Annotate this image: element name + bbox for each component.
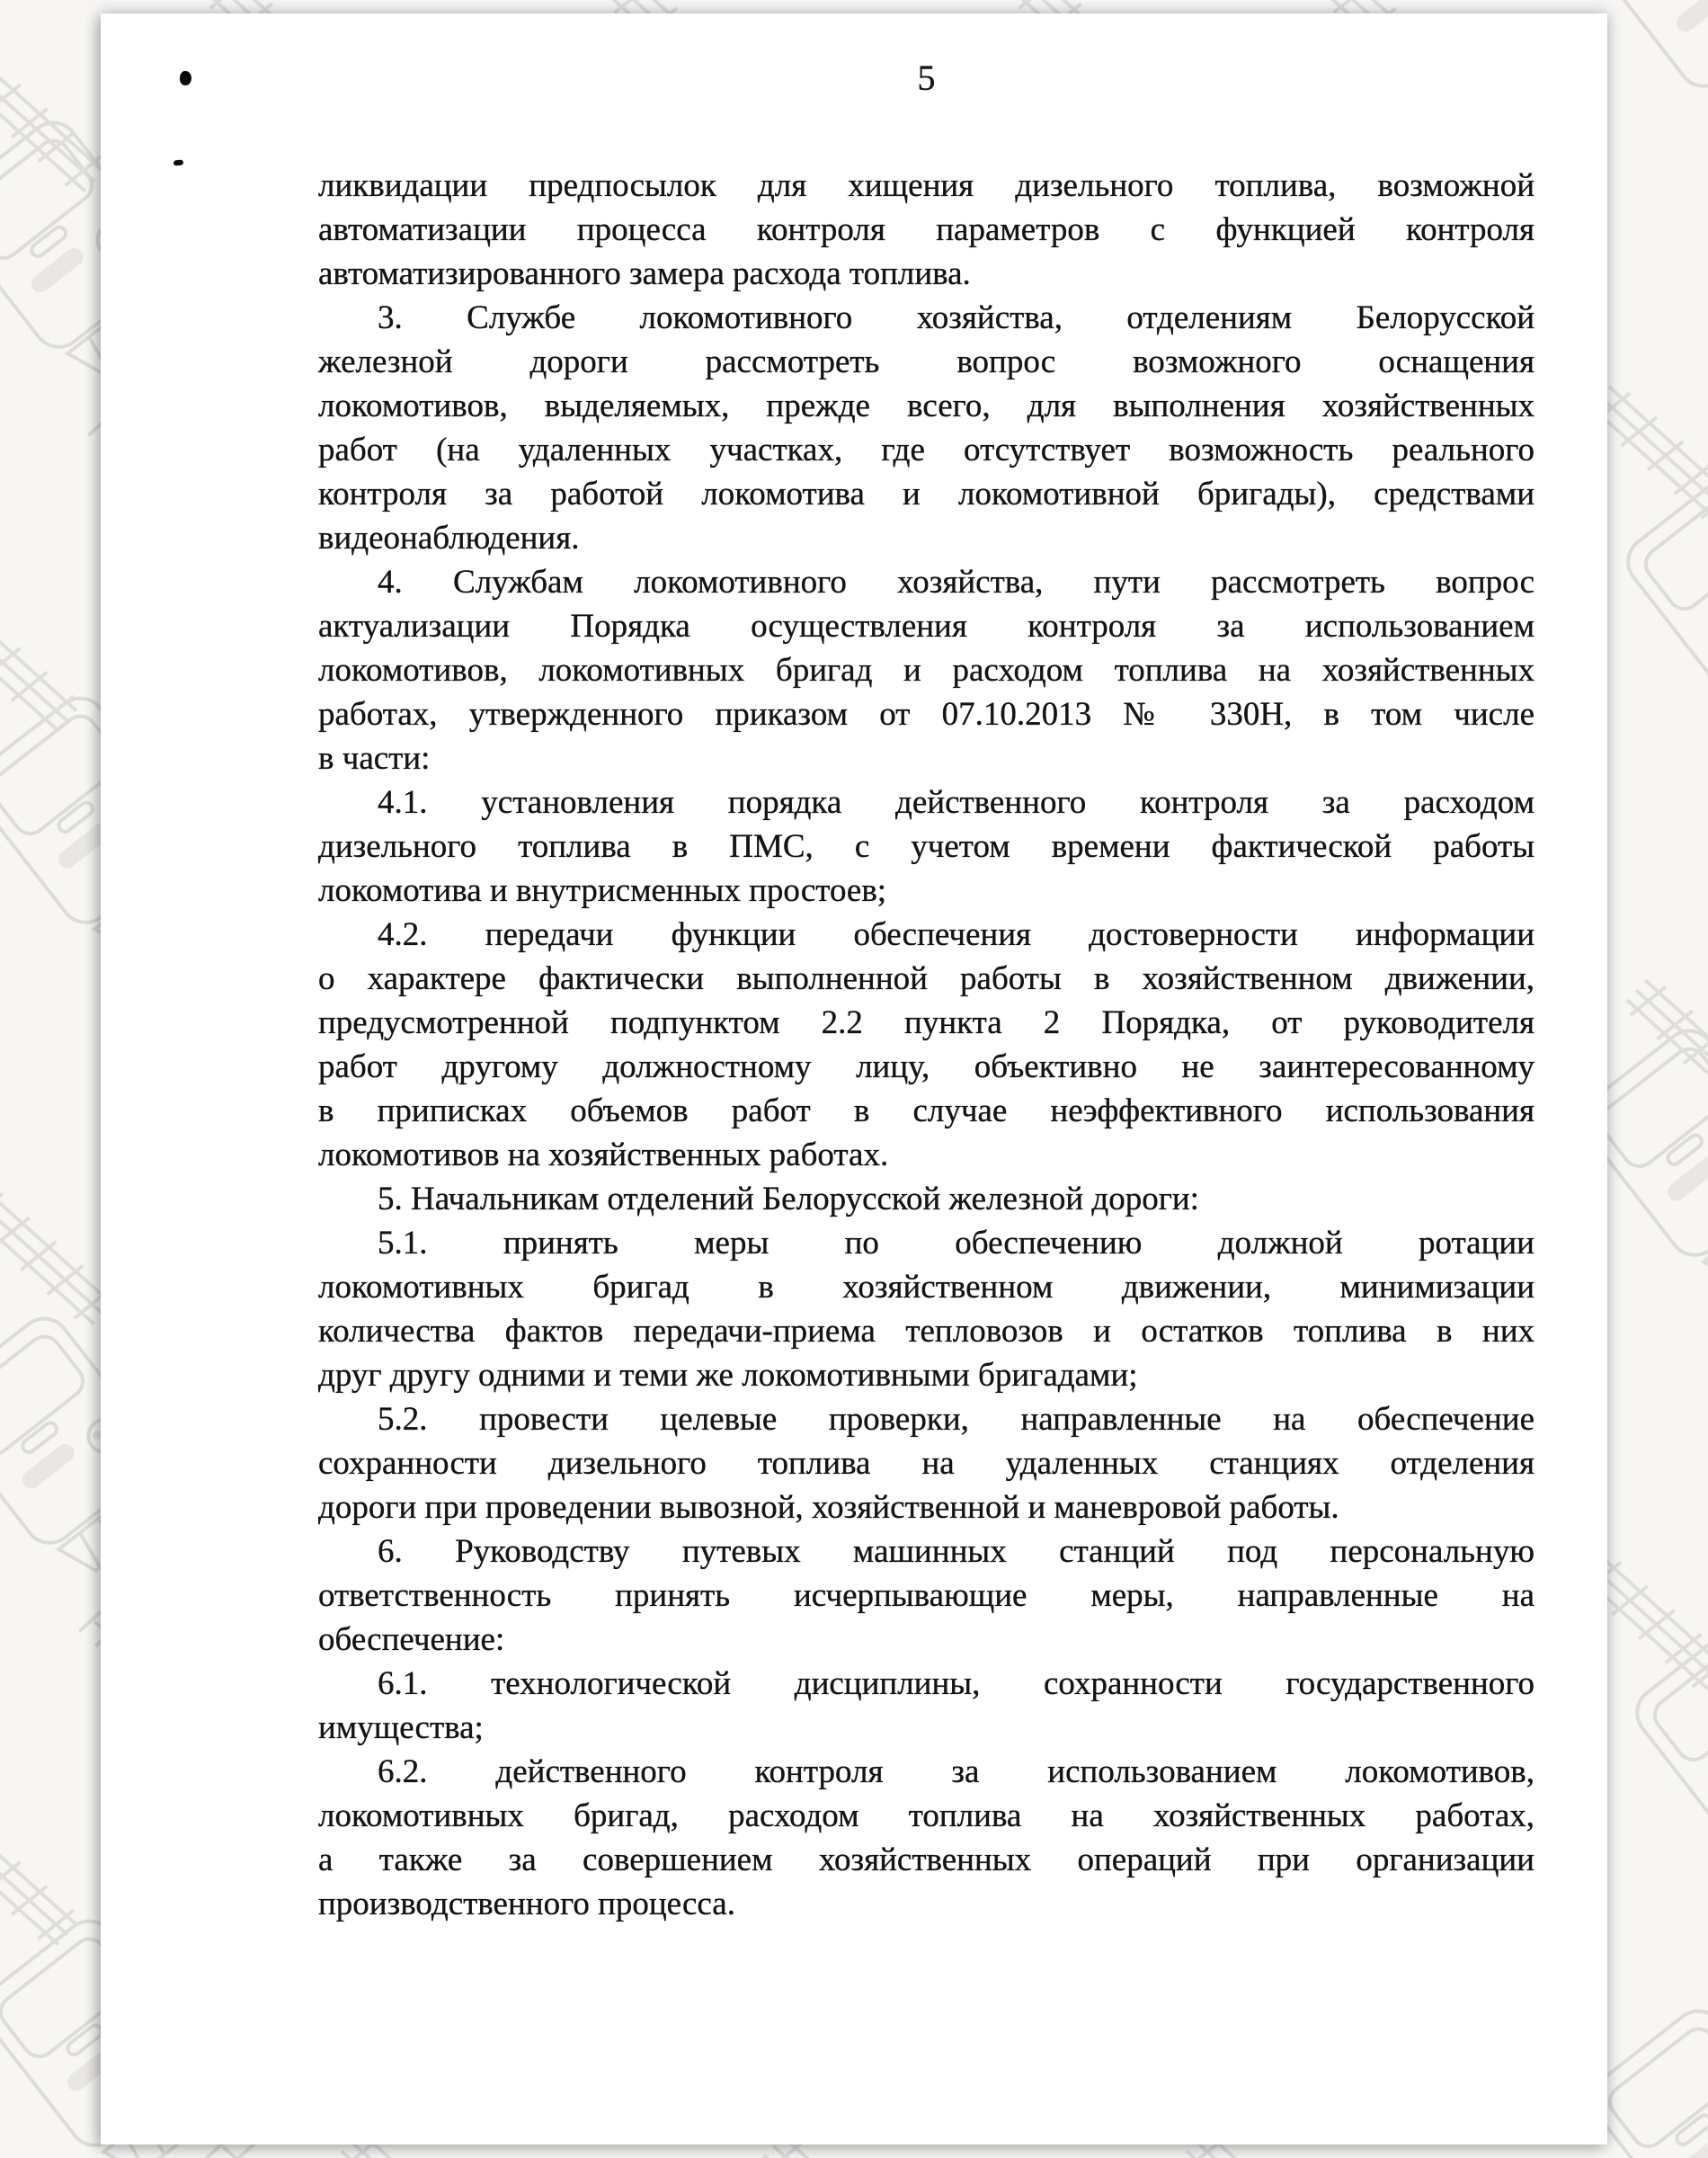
text-line: 3. Службе локомотивного хозяйства, отделениям Белорусской xyxy=(378,299,1535,336)
text-line: 6.2. действенного контроля за использованием локомотивов, xyxy=(378,1753,1535,1790)
text-line: имущества; xyxy=(318,1709,484,1746)
text-line: ликвидации предпосылок для хищения дизельного топлива, возможной xyxy=(318,167,1535,204)
text-line: производственного процесса. xyxy=(318,1886,735,1922)
ink-dot xyxy=(173,159,184,165)
text-line: дороги при проведении вывозной, хозяйственной и маневровой работы. xyxy=(318,1489,1339,1526)
text-line: видеонаблюдения. xyxy=(318,520,580,557)
text-line: локомотивов, локомотивных бригад и расходом топлива на хозяйственных xyxy=(318,652,1535,689)
document-page xyxy=(101,13,1607,2145)
page-number: 5 xyxy=(917,58,936,98)
text-line: актуализации Порядка осуществления контроля за использованием xyxy=(318,608,1535,645)
text-line: 5.2. провести целевые проверки, направленные на обеспечение xyxy=(378,1401,1535,1438)
text-line: ответственность принять исчерпывающие меры, направленные на xyxy=(318,1577,1535,1614)
text-line: работ другому должностному лицу, объективно не заинтересованному xyxy=(318,1048,1535,1085)
text-line: 4.1. установления порядка действенного контроля за расходом xyxy=(378,784,1535,821)
text-line: локомотивных бригад в хозяйственном движении, минимизации xyxy=(318,1269,1535,1306)
text-line: локомотивов на хозяйственных работах. xyxy=(318,1137,889,1173)
text-line: автоматизированного замера расхода топлива. xyxy=(318,255,971,292)
text-line: количества фактов передачи-приема тепловозов и остатков топлива в них xyxy=(318,1313,1535,1350)
text-line: 4.2. передачи функции обеспечения достоверности информации xyxy=(378,916,1535,953)
text-line: работах, утвержденного приказом от 07.10.2013 № 330Н, в том числе xyxy=(318,696,1535,733)
text-line: сохранности дизельного топлива на удаленных станциях отделения xyxy=(318,1445,1535,1482)
text-line: 5. Начальникам отделений Белорусской железной дороги: xyxy=(378,1181,1199,1217)
text-line: работ (на удаленных участках, где отсутствует возможность реального xyxy=(318,432,1535,468)
text-line: друг другу одними и теми же локомотивными бригадами; xyxy=(318,1357,1138,1394)
ink-dot xyxy=(179,70,192,85)
text-line: 6. Руководству путевых машинных станций под персональную xyxy=(378,1533,1535,1570)
text-line: 6.1. технологической дисциплины, сохранности государственного xyxy=(378,1665,1535,1702)
text-line: дизельного топлива в ПМС, с учетом времени фактической работы xyxy=(318,828,1535,865)
text-line: в части: xyxy=(318,740,431,777)
text-line: локомотива и внутрисменных простоев; xyxy=(318,872,887,909)
text-line: о характере фактически выполненной работы в хозяйственном движении, xyxy=(318,960,1535,997)
text-line: локомотивов, выделяемых, прежде всего, для выполнения хозяйственных xyxy=(318,388,1535,424)
text-line: локомотивных бригад, расходом топлива на хозяйственных работах, xyxy=(318,1797,1535,1834)
document-body xyxy=(318,164,1535,1926)
text-line: в приписках объемов работ в случае неэффективного использования xyxy=(318,1092,1535,1129)
text-line: контроля за работой локомотива и локомотивной бригады), средствами xyxy=(318,476,1535,513)
text-line: предусмотренной подпунктом 2.2 пункта 2 Порядка, от руководителя xyxy=(318,1004,1535,1041)
text-line: автоматизации процесса контроля параметров с функцией контроля xyxy=(318,211,1535,248)
text-line: а также за совершением хозяйственных операций при организации xyxy=(318,1841,1535,1878)
text-line: железной дороги рассмотреть вопрос возможного оснащения xyxy=(318,343,1535,380)
text-line: обеспечение: xyxy=(318,1621,505,1658)
text-line: 4. Службам локомотивного хозяйства, пути рассмотреть вопрос xyxy=(378,564,1535,601)
text-line: 5.1. принять меры по обеспечению должной ротации xyxy=(378,1225,1535,1262)
